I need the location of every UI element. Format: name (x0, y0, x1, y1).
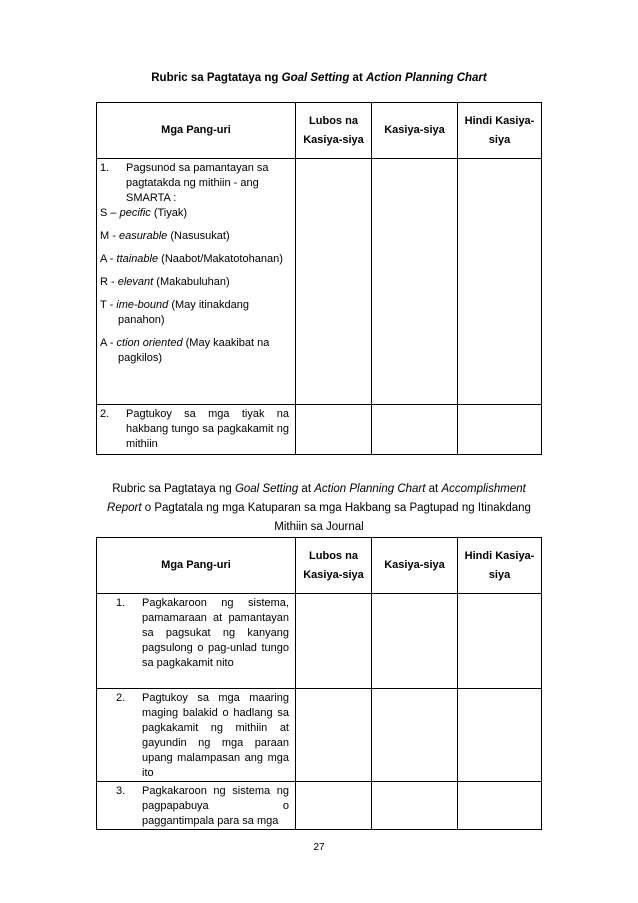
header-lubos-na-kasiya-siya: Lubos na Kasiya-siya (296, 103, 372, 159)
table2-title: Rubric sa Pagtataya ng Goal Setting at Action Planning Chart at Accomplishment Report o Pagtatala ng mga Katuparan sa mga Hakbang sa Pagtupad ng Itinakdang Mithiin sa Journal (107, 483, 531, 533)
rating-cell (458, 159, 542, 405)
table-row (97, 594, 542, 689)
smarta-item-a1: A - ttainable (Naabot/Makatotohanan) (100, 253, 283, 265)
rating-cell (296, 594, 372, 689)
rubric-table-2 (96, 537, 542, 830)
rubric-table-1 (96, 102, 542, 455)
criterion-text: Pagsunod sa pamantayan sa pagtatakda ng mithiin - ang SMARTA : (126, 162, 269, 204)
table1-title: Rubric sa Pagtataya ng Goal Setting at Action Planning Chart (151, 72, 487, 84)
header-mga-pang-uri: Mga Pang-uri (97, 538, 296, 594)
criterion-cell (97, 689, 296, 782)
rating-cell (372, 782, 458, 830)
rating-cell (372, 594, 458, 689)
table-row (97, 159, 542, 405)
smarta-item-t: T - ime-bound (May itinakdang panahon) (100, 299, 249, 326)
criterion-text: Pagkakaroon ng sistema ng pagpapabuya o paggantimpala para sa mga (142, 785, 289, 827)
header-hindi-kasiya-siya: Hindi Kasiya-siya (458, 538, 542, 594)
rating-cell (372, 159, 458, 405)
rating-cell (296, 782, 372, 830)
rating-cell (458, 782, 542, 830)
header-kasiya-siya: Kasiya-siya (372, 103, 458, 159)
rating-cell (296, 405, 372, 455)
header-kasiya-siya: Kasiya-siya (372, 538, 458, 594)
criterion-number: 3. (116, 785, 126, 797)
criterion-number: 2. (100, 408, 110, 420)
criterion-cell (97, 594, 296, 689)
header-lubos-na-kasiya-siya: Lubos na Kasiya-siya (296, 538, 372, 594)
criterion-text: Pagtukoy sa mga tiyak na hakbang tungo sa pagkakamit ng mithiin (126, 408, 289, 450)
table-row (97, 405, 542, 455)
rating-cell (458, 405, 542, 455)
table-row (97, 689, 542, 782)
criterion-number: 2. (116, 692, 126, 704)
criterion-text: Pagkakaroon ng sistema, pamamaraan at pamantayan sa pagsukat ng kanyang pagsulong o pag-unlad tungo sa pagkakamit nito (142, 597, 289, 669)
rating-cell (458, 594, 542, 689)
criterion-number: 1. (116, 597, 126, 609)
criterion-cell (97, 159, 296, 405)
rating-cell (458, 689, 542, 782)
rating-cell (296, 159, 372, 405)
criterion-cell (97, 782, 296, 830)
smarta-item-m: M - easurable (Nasusukat) (100, 230, 230, 242)
smarta-item-s: S – pecific (Tiyak) (100, 207, 188, 219)
table-row (97, 782, 542, 830)
criterion-number: 1. (100, 162, 110, 174)
header-hindi-kasiya-siya: Hindi Kasiya-siya (458, 103, 542, 159)
header-mga-pang-uri: Mga Pang-uri (97, 103, 296, 159)
rating-cell (372, 405, 458, 455)
rating-cell (296, 689, 372, 782)
criterion-text: Pagtukoy sa mga maaring maging balakid o hadlang sa pagkakamit ng mithiin at gayundin ng mga paraan upang malampasan ang mga ito (142, 692, 289, 779)
criterion-cell (97, 405, 296, 455)
rating-cell (372, 689, 458, 782)
page-number: 27 (313, 842, 325, 853)
smarta-item-r: R - elevant (Makabuluhan) (100, 276, 230, 288)
smarta-item-a2: A - ction oriented (May kaakibat na pagkilos) (100, 337, 270, 364)
